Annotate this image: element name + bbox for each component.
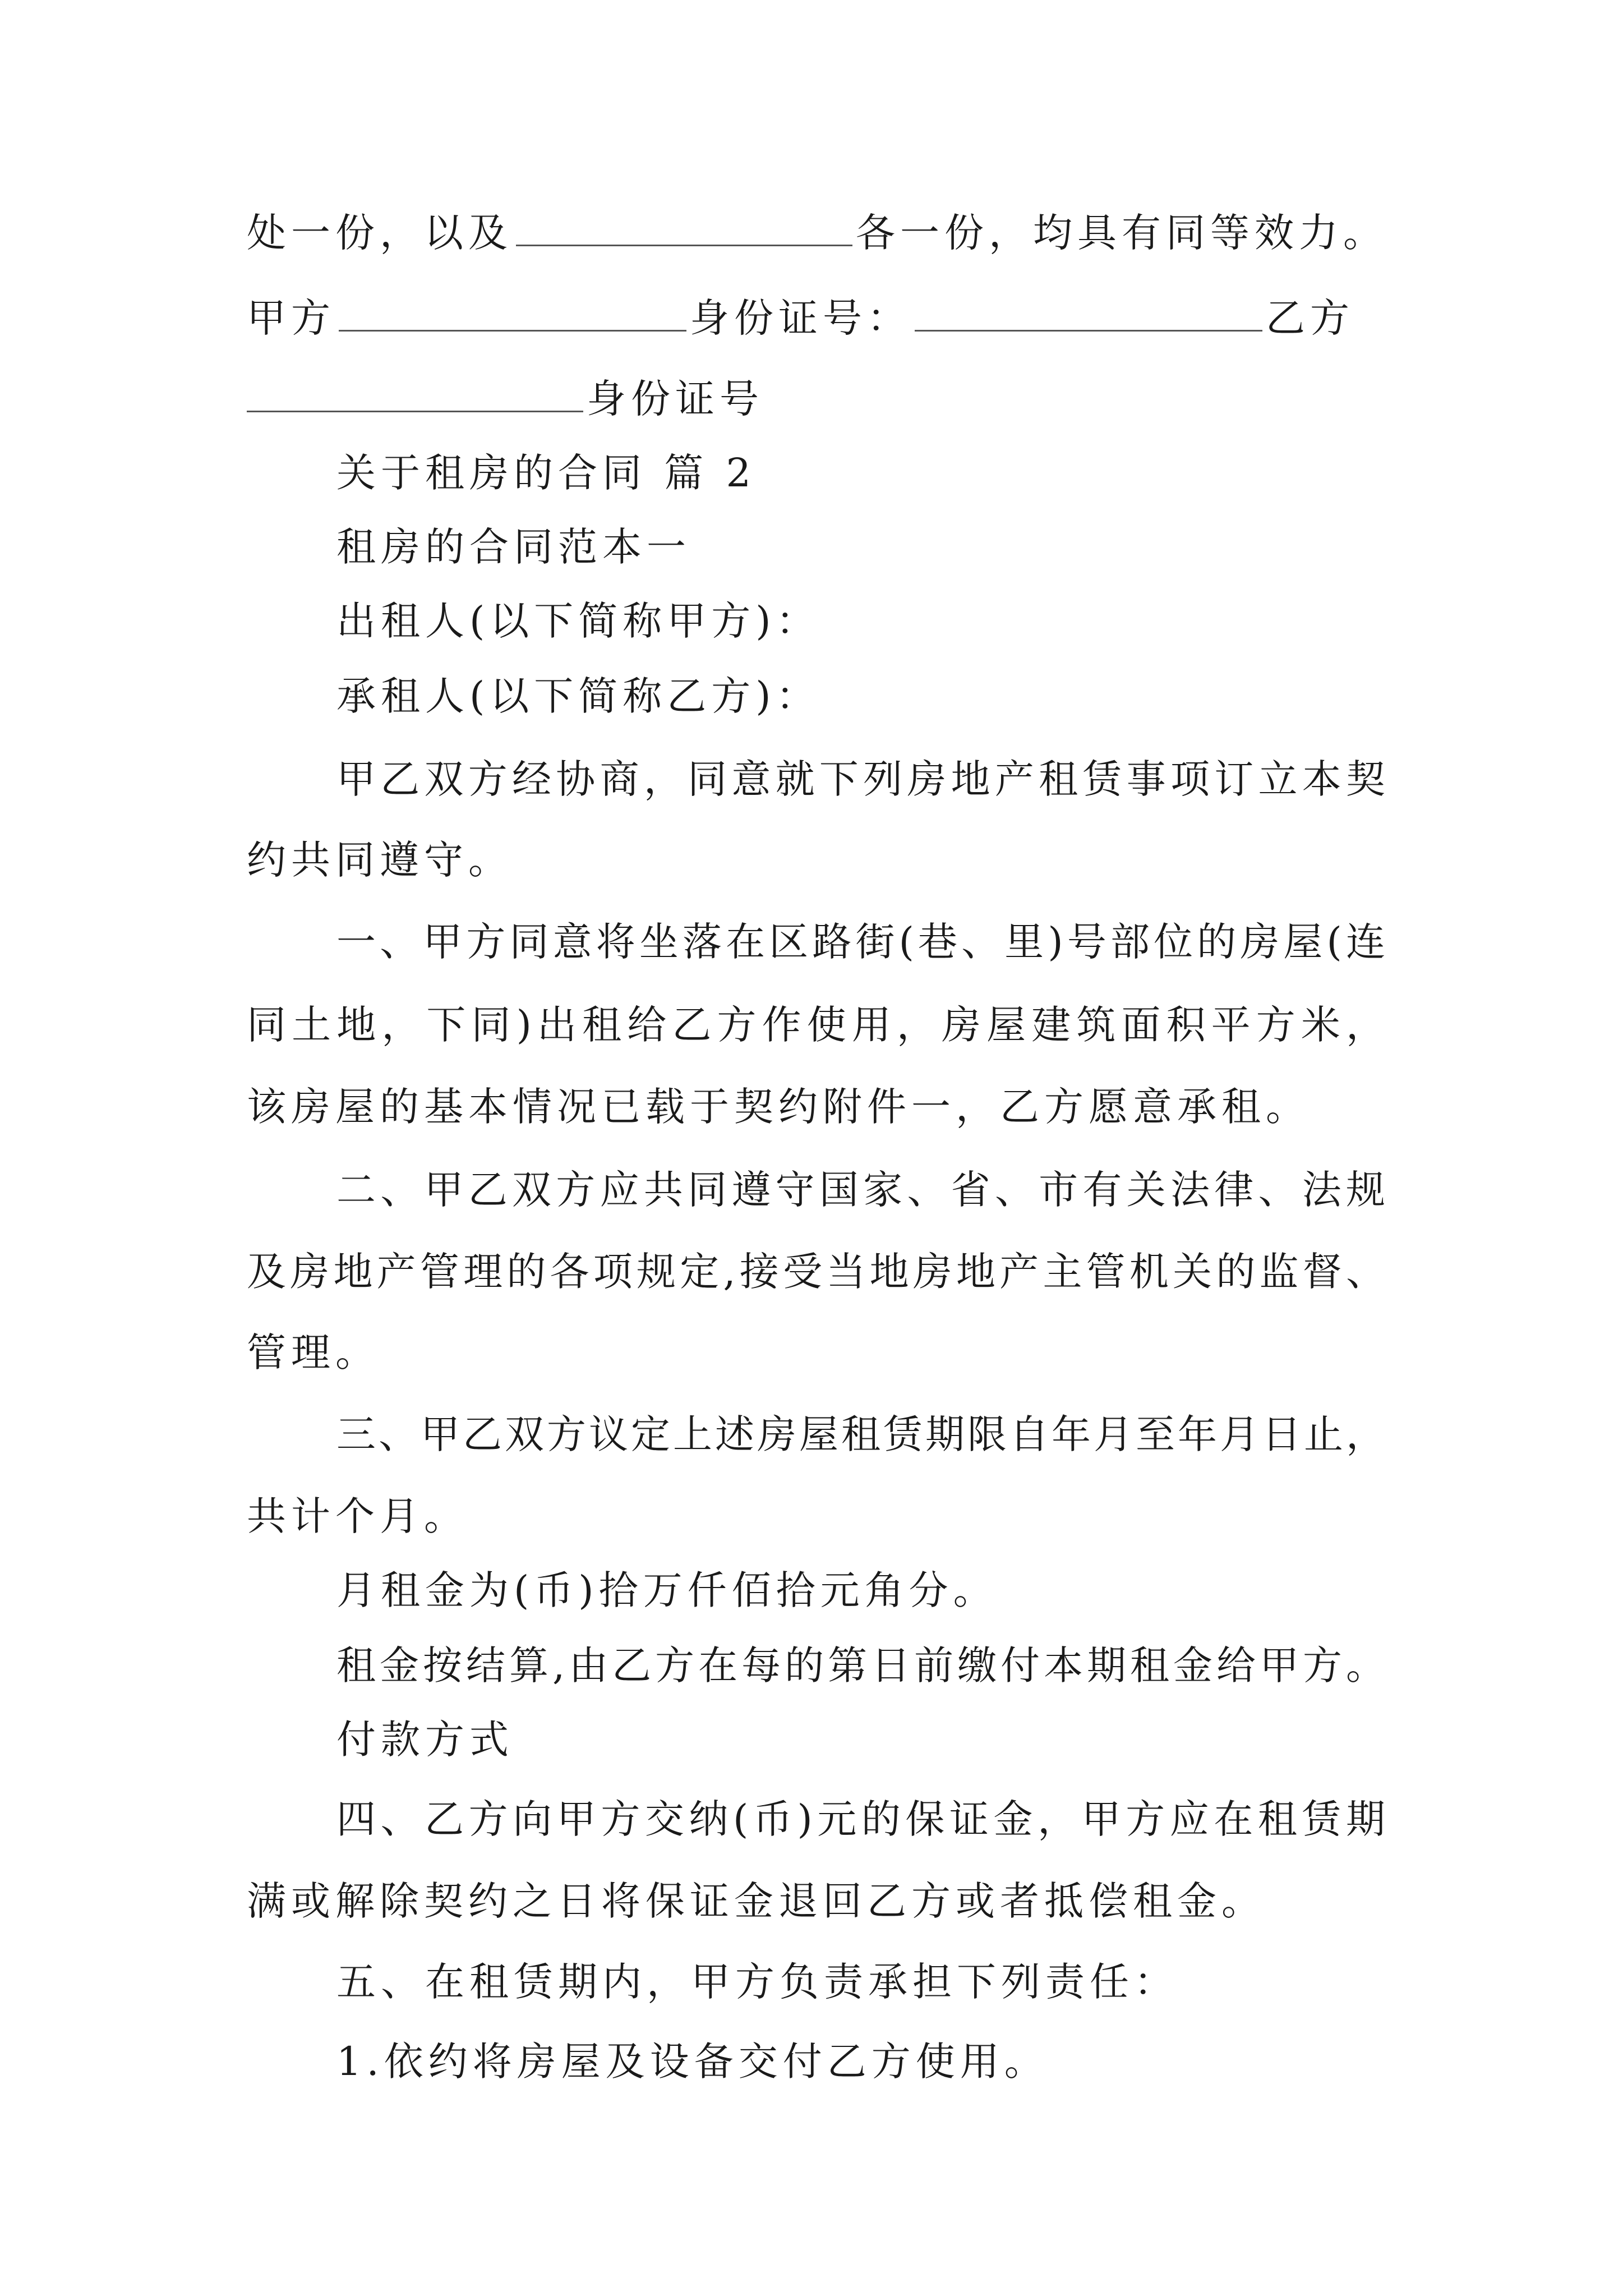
party-b-name-blank	[247, 375, 583, 412]
contract-subtitle: 租房的合同范本一	[336, 524, 691, 570]
clause-3-line: 共计个月。	[247, 1493, 468, 1539]
payment-method-line: 付款方式	[336, 1717, 514, 1763]
clause-3-line: 三、甲乙双方议定上述房屋租赁期限自年月至年月日止，	[336, 1411, 1385, 1457]
clause-4-line: 满或解除契约之日将保证金退回乙方或者抵偿租金。	[247, 1878, 1266, 1924]
clause-2-line: 二、甲乙双方应共同遵守国家、省、市有关法律、法规	[336, 1167, 1385, 1213]
clause-2-line: 及房地产管理的各项规定,接受当地房地产主管机关的监督、	[247, 1249, 1385, 1295]
header-line-1	[247, 208, 1387, 258]
lessor-line: 出租人(以下简称甲方)：	[336, 598, 820, 644]
party-a-label: 甲方	[247, 295, 335, 341]
id-number-label: 身份证号：	[690, 295, 911, 341]
clause-1-line: 该房屋的基本情况已载于契约附件一，乙方愿意承租。	[247, 1084, 1310, 1130]
text-segment: 处一份，以及	[247, 210, 513, 256]
party-b-label: 乙方	[1266, 295, 1354, 341]
lessee-line: 承租人(以下简称乙方)：	[336, 673, 820, 719]
clause-1-line: 同土地，下同)出租给乙方作使用，房屋建筑面积平方米，	[247, 1002, 1385, 1048]
header-line-3	[247, 374, 764, 424]
rent-line: 月租金为(币)拾万仟佰拾元角分。	[336, 1567, 998, 1613]
party-a-id-blank	[915, 294, 1262, 332]
item-1-line: 1.依约将房屋及设备交付乙方使用。	[336, 2039, 1049, 2085]
text-segment: 各一份，均具有同等效力。	[856, 210, 1387, 256]
clause-1-line: 一、甲方同意将坐落在区路街(巷、里)号部位的房屋(连	[336, 919, 1385, 965]
header-line-2	[247, 293, 1354, 343]
signature-blank	[516, 209, 852, 246]
intro-paragraph-line: 约共同遵守。	[247, 837, 513, 883]
settlement-line: 租金按结算,由乙方在每的第日前缴付本期租金给甲方。	[336, 1642, 1385, 1688]
clause-5-line: 五、在租赁期内，甲方负责承担下列责任：	[336, 1959, 1178, 2005]
intro-paragraph-line: 甲乙双方经协商，同意就下列房地产租赁事项订立本契	[336, 756, 1385, 802]
party-a-name-blank	[339, 294, 686, 332]
clause-2-line: 管理。	[247, 1329, 380, 1375]
section-title: 关于租房的合同 篇 2	[336, 450, 757, 496]
id-number-label: 身份证号	[587, 376, 764, 422]
clause-4-line: 四、乙方向甲方交纳(币)元的保证金，甲方应在租赁期	[336, 1796, 1385, 1842]
